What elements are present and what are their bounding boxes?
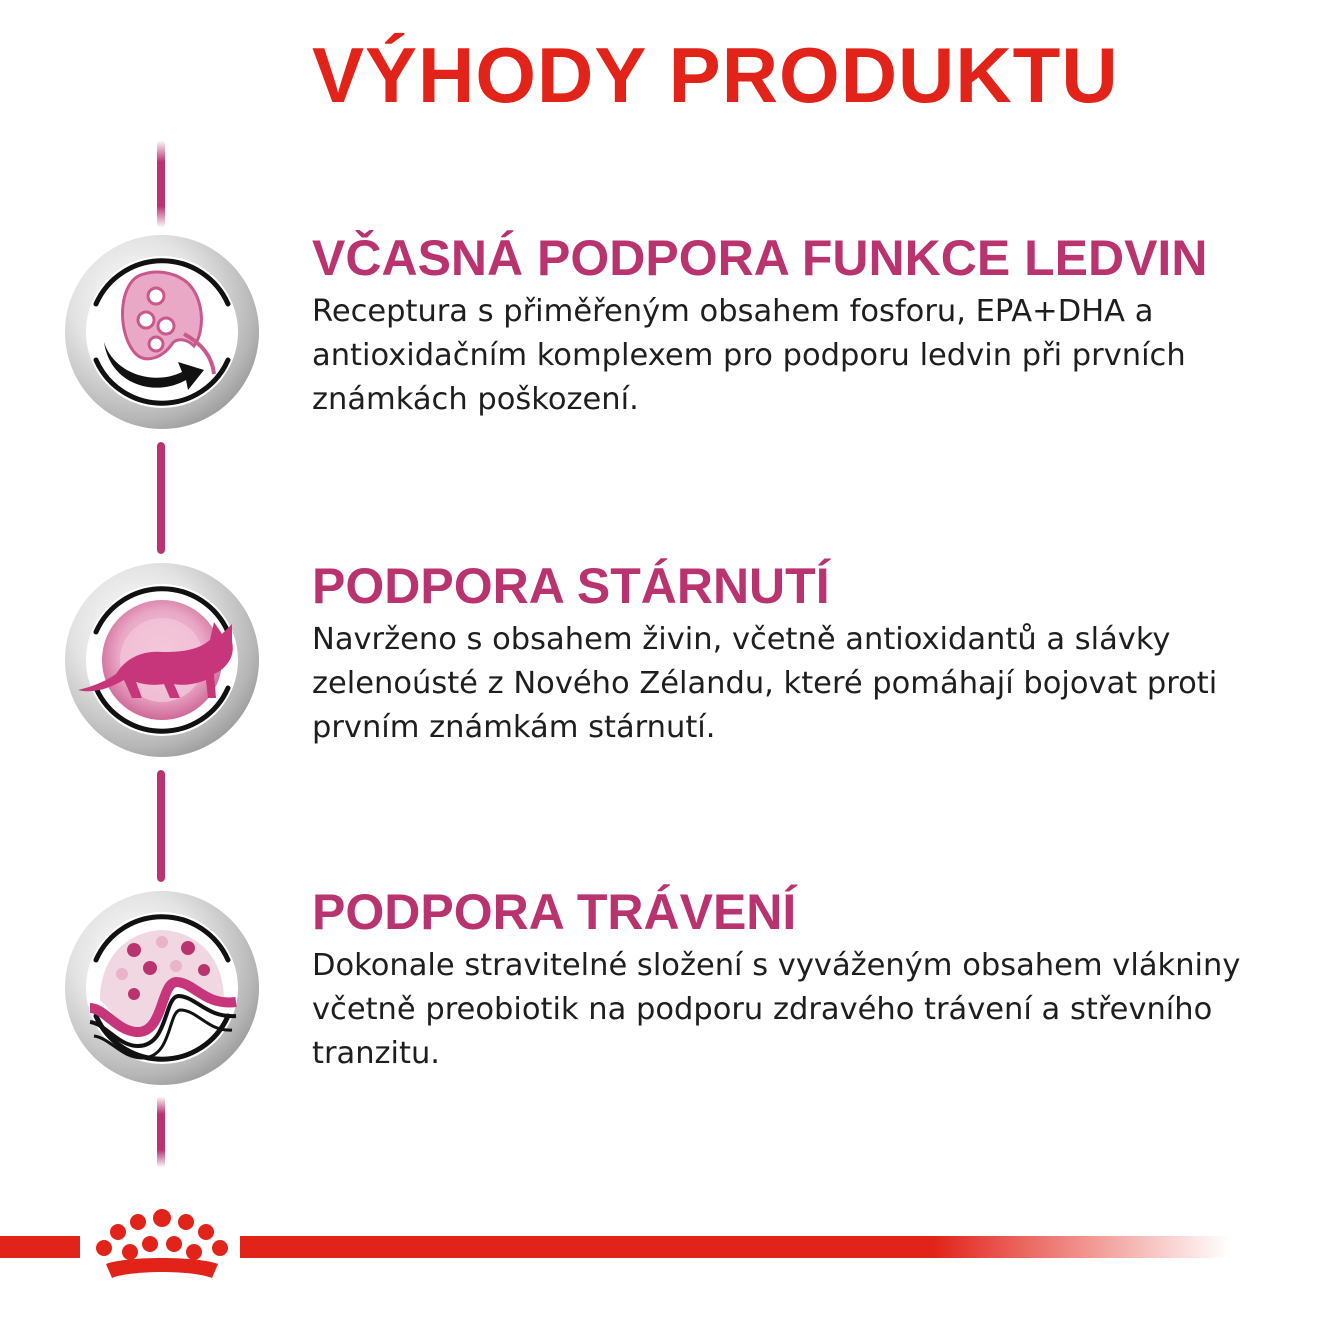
footer-bar-left [0,1236,80,1258]
benefit-text: Dokonale stravitelné složení s vyváženým obsahem vlákniny včetně preobiotik na podporu zdravého trávení a střevního tranzitu. [312,948,1241,1071]
timeline-segment [157,770,165,882]
benefit-title: VČASNÁ PODPORA FUNKCE LEDVIN [312,230,1208,286]
page-title: VÝHODY PRODUKTU [312,31,1119,119]
kidney-icon [64,234,260,430]
digestion-icon [64,890,260,1086]
timeline-segment [157,1096,165,1168]
timeline-segment [157,140,165,228]
benefit-text: Receptura s přiměřeným obsahem fosforu, EPA+DHA a antioxidačním komplexem pro podporu ledvin při prvních známkách poškození. [312,294,1186,417]
royal-canin-crown-logo [92,1206,232,1290]
benefit-text: Navrženo s obsahem živin, včetně antioxidantů a slávky zelenoústé z Nového Zélandu, které pomáhají bojovat proti prvním známkám stárnutí. [312,622,1218,745]
cat-aging-icon [64,562,260,758]
benefit-title: PODPORA TRÁVENÍ [312,884,797,940]
timeline-segment [157,442,165,554]
footer-bar-right [240,1236,1230,1258]
benefit-title: PODPORA STÁRNUTÍ [312,558,830,614]
